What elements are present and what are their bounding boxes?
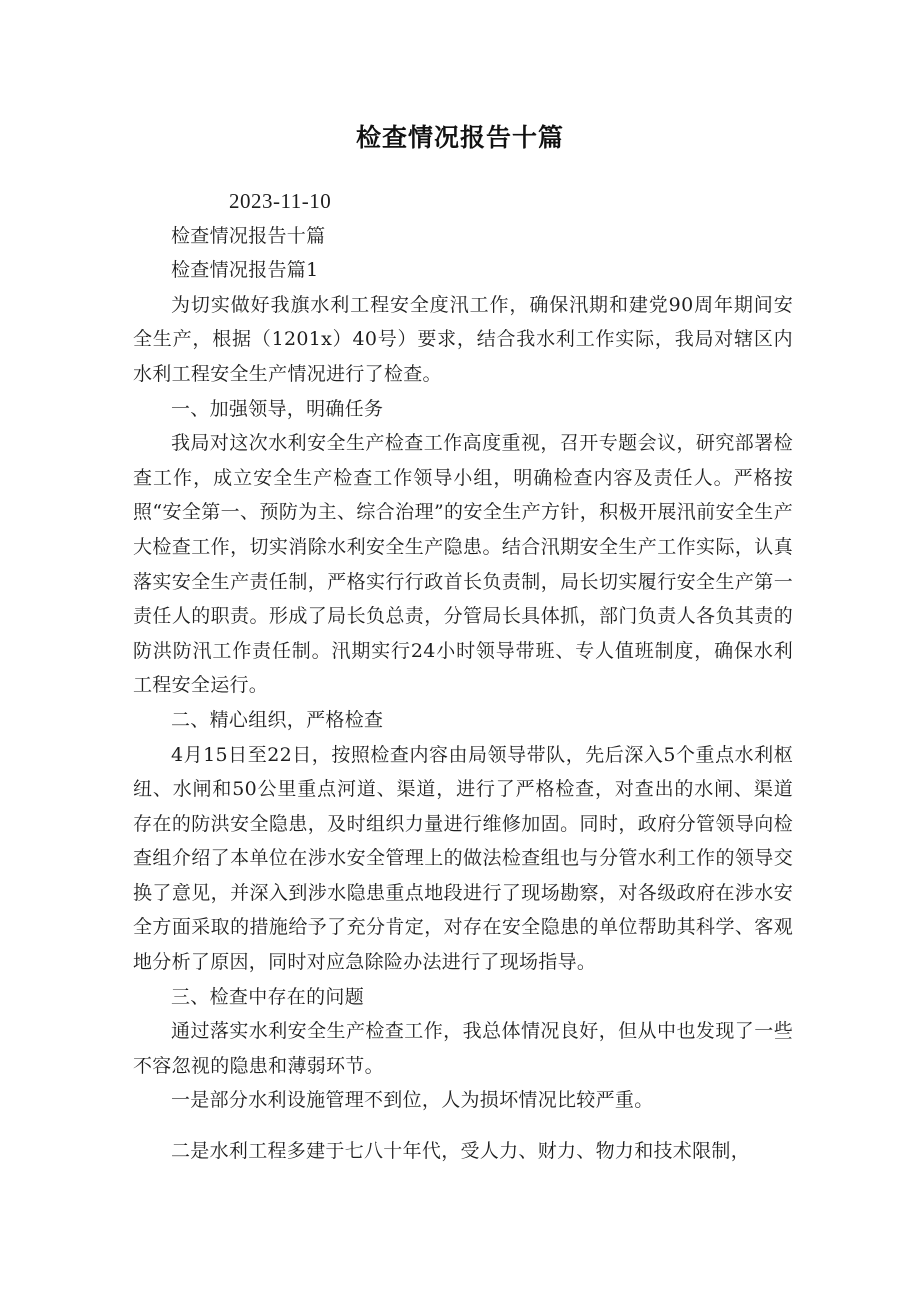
paragraph-problem-1: 一是部分水利设施管理不到位，人为损坏情况比较严重。 <box>171 1089 654 1112</box>
document-date: 2023-11-10 <box>229 189 332 213</box>
section-heading-1: 一、加强领导，明确任务 <box>171 397 384 420</box>
section-heading-2: 二、精心组织，严格检查 <box>171 708 384 731</box>
paragraph-subtitle: 检查情况报告十篇 <box>171 224 326 247</box>
paragraph-problem-2: 二是水利工程多建于七八十年代，受人力、财力、物力和技术限制， <box>171 1140 751 1163</box>
paragraph-intro: 为切实做好我旗水利工程安全度汛工作，确保汛期和建党90周年期间安全生产，根据（1201x）40号）要求，结合我水利工作实际，我局对辖区内水利工程安全生产情况进行了检查。 <box>133 293 793 385</box>
section-heading-3: 三、检查中存在的问题 <box>171 985 365 1008</box>
paragraph-report-heading: 检查情况报告篇1 <box>171 259 319 282</box>
paragraph-section-2: 4月15日至22日，按照检查内容由局领导带队，先后深入5个重点水利枢纽、水闸和50公里重点河道、渠道，进行了严格检查，对查出的水闸、渠道存在的防洪安全隐患，及时组织力量进行维修加固。同时，政府分管领导向检查组介绍了本单位在涉水安全管理上的做法检查组也与分管水利工作的领导交换了意见，并深入到涉水隐患重点地段进行了现场勘察，对各级政府在涉水安全方面采取的措施给予了充分肯定，对存在安全隐患的单位帮助其科学、客观地分析了原因，同时对应急除险办法进行了现场指导。 <box>133 743 793 974</box>
document-body <box>133 184 793 1169</box>
paragraph-section-1: 我局对这次水利安全生产检查工作高度重视，召开专题会议，研究部署检查工作，成立安全生产检查工作领导小组，明确检查内容及责任人。严格按照“安全第一、预防为主、综合治理”的安全生产方针，积极开展汛前安全生产大检查工作，切实消除水利安全生产隐患。结合汛期安全生产工作实际，认真落实安全生产责任制，严格实行行政首长负责制，局长切实履行安全生产第一责任人的职责。形成了局长负总责，分管局长具体抓，部门负责人各负其责的防洪防汛工作责任制。汛期实行24小时领导带班、专人值班制度，确保水利工程安全运行。 <box>133 432 793 697</box>
paragraph-section-3: 通过落实水利安全生产检查工作，我总体情况良好，但从中也发现了一些不容忽视的隐患和薄弱环节。 <box>133 1020 793 1077</box>
document-title: 检查情况报告十篇 <box>355 123 564 152</box>
